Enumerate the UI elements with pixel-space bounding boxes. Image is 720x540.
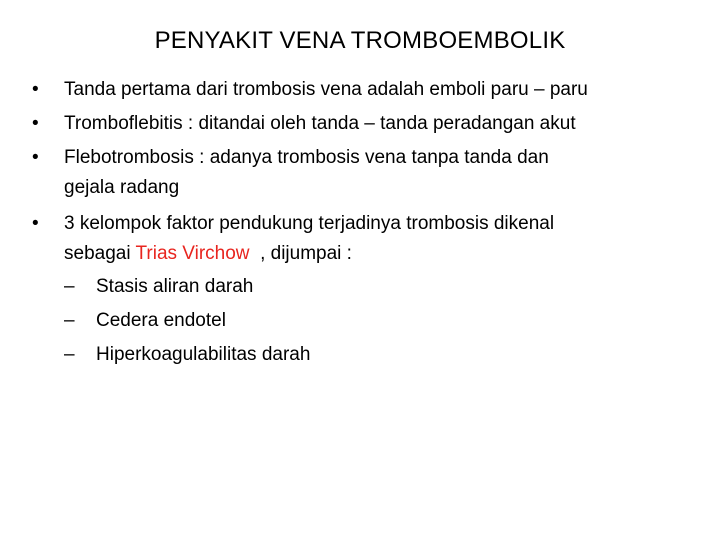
- bullet-text-prefix: sebagai: [64, 243, 136, 264]
- sub-item: [28, 338, 700, 372]
- bullet-text-line2: [64, 240, 700, 268]
- sub-text: Stasis aliran darah: [96, 276, 254, 297]
- bullet-text-line2: gejala radang: [64, 177, 180, 198]
- bullet-item: [28, 74, 700, 106]
- bullet-item: [28, 142, 700, 202]
- bullet-text: Tanda pertama dari trombosis vena adalah emboli paru – paru: [64, 79, 588, 100]
- bullet-text-line1: Flebotrombosis : adanya trombosis vena tanpa tanda dan: [64, 147, 549, 168]
- bullet-text-line1: 3 kelompok faktor pendukung terjadinya trombosis dikenal: [64, 213, 555, 234]
- slide-content: [28, 72, 700, 372]
- sub-mark: –: [64, 310, 75, 331]
- bullet-item: [28, 108, 700, 140]
- bullet-mark: •: [32, 147, 39, 168]
- sub-text: Hiperkoagulabilitas darah: [96, 344, 311, 365]
- sub-mark: –: [64, 344, 75, 365]
- bullet-text-suffix: , dijumpai :: [249, 243, 352, 264]
- trias-virchow-term: Trias Virchow: [135, 243, 250, 264]
- sub-item: [28, 304, 700, 338]
- bullet-text: Tromboflebitis : ditandai oleh tanda – tanda peradangan akut: [64, 113, 576, 134]
- bullet-mark: •: [32, 113, 39, 134]
- slide-title: PENYAKIT VENA TROMBOEMBOLIK: [154, 27, 566, 54]
- sub-text: Cedera endotel: [96, 310, 226, 331]
- bullet-item: [28, 208, 700, 268]
- bullet-mark: •: [32, 79, 39, 100]
- bullet-mark: •: [32, 213, 39, 234]
- sub-mark: –: [64, 276, 75, 297]
- sub-item: [28, 270, 700, 304]
